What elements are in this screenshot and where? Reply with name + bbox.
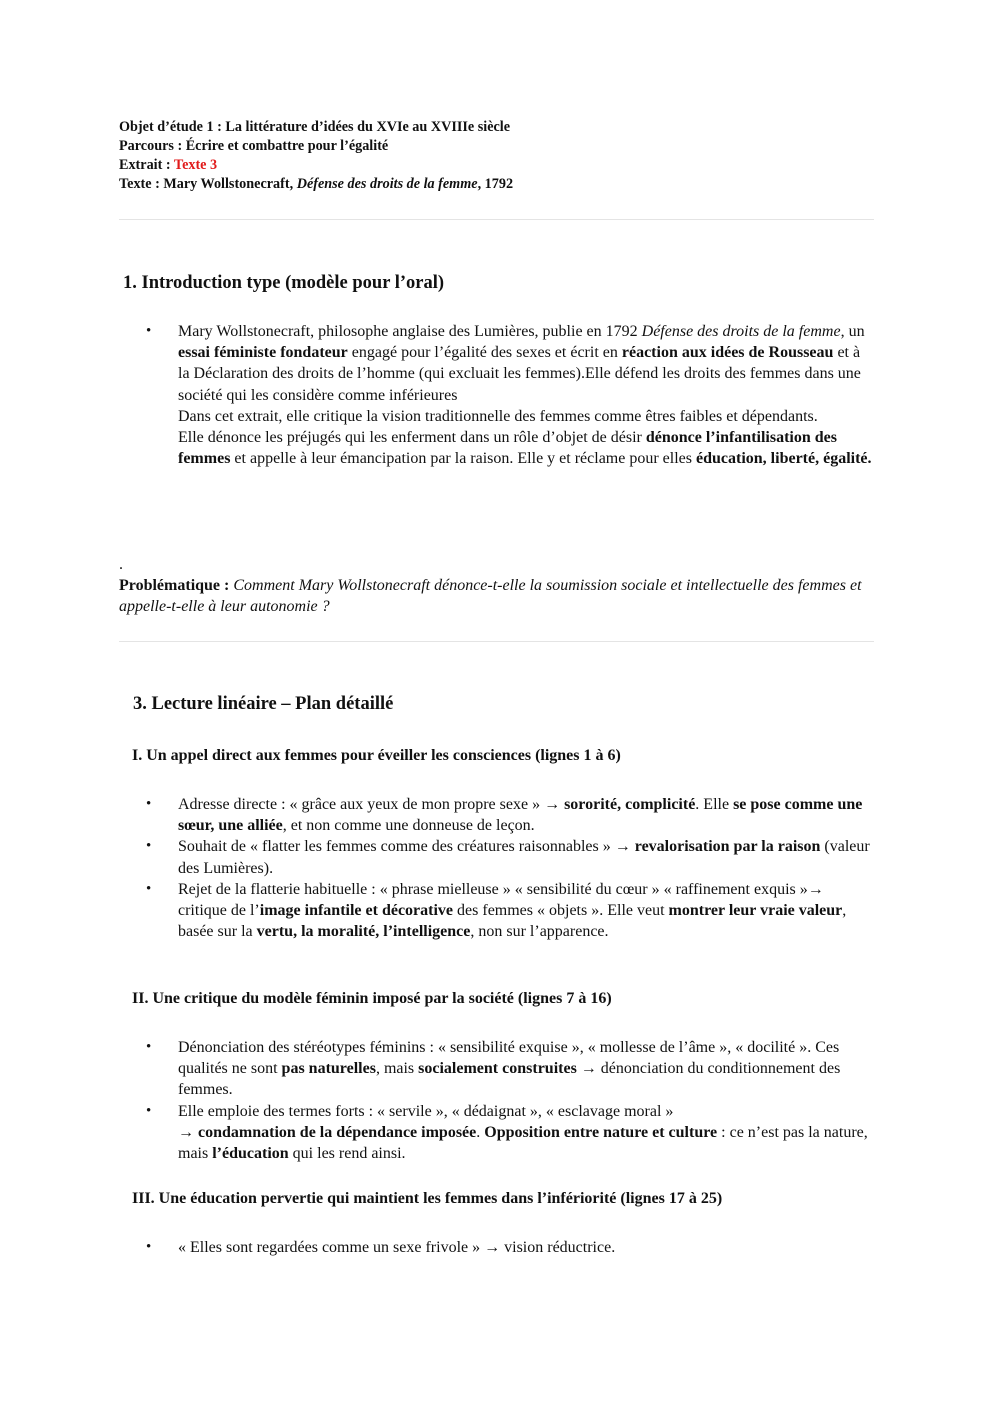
list-item <box>119 879 874 943</box>
divider <box>119 641 874 642</box>
item-bold: revalorisation par la raison <box>634 838 821 856</box>
item-bold: image infantile et décorative <box>259 902 454 920</box>
extrait-label: Extrait : <box>119 157 174 173</box>
section-1-title: I. Un appel direct aux femmes pour éveiller les consciences (lignes 1 à 6) <box>132 747 621 764</box>
section-2-list <box>119 1037 874 1164</box>
list-item <box>119 1101 874 1165</box>
item-text: : ce n’est pas la nature, mais <box>178 1123 868 1163</box>
intro-text: engagé pour l’égalité des sexes et écrit en <box>347 344 622 362</box>
bullet: • <box>146 323 152 339</box>
problematique-question: Comment Mary Wollstonecraft dénonce-t-elle la soumission sociale et intellectuelle des femmes et appelle-t-elle à leur autonomie ? <box>119 577 862 616</box>
item-bold: Opposition entre nature et culture <box>484 1123 718 1141</box>
list-item <box>119 1037 874 1101</box>
item-text: . Elle <box>695 796 734 813</box>
item-text: Rejet de la flatterie habituelle : « phrase mielleuse » « sensibilité du cœur » « raffinement exquis »→ critique de l’ <box>178 880 824 920</box>
item-bold: se pose comme une sœur, une alliée <box>178 796 863 835</box>
problematique-label: Problématique : <box>119 577 234 594</box>
intro-bold: dénonce l’infantilisation des femmes <box>178 429 837 468</box>
texte-label: Texte : Mary Wollstonecraft, <box>119 176 297 192</box>
bullet: • <box>146 1239 152 1255</box>
intro-text: et appelle à leur émancipation par la raison. Elle y et réclame pour elles <box>230 450 696 468</box>
item-text: , non sur l’apparence. <box>470 923 609 941</box>
objet-line: Objet d’étude 1 : La littérature d’idées du XVIe au XVIIIe siècle <box>119 119 511 135</box>
item-bold: montrer leur vraie valeur <box>668 902 843 920</box>
section-3-list <box>119 1237 874 1258</box>
item-bold: vertu, la moralité, l’intelligence <box>256 923 471 941</box>
intro-text: Mary Wollstonecraft, philosophe anglaise des Lumières, publie en 1792 <box>178 323 642 340</box>
extrait-value: Texte 3 <box>173 157 218 173</box>
intro-paragraph-2: Dans cet extrait, elle critique la vision traditionnelle des femmes comme êtres faibles et dépendants. <box>178 407 818 425</box>
extrait-line <box>119 156 874 175</box>
parcours-line: Parcours : Écrire et combattre pour l’égalité <box>119 138 389 154</box>
intro-text: Elle dénonce les préjugés qui les enferment dans un rôle d’objet de désir <box>178 429 646 447</box>
item-text: . <box>476 1123 485 1141</box>
item-text: → dénonciation du conditionnement des femmes. <box>178 1060 841 1099</box>
intro-bold: éducation, liberté, égalité. <box>696 450 872 468</box>
intro-bold: essai féministe fondateur <box>178 344 348 362</box>
item-text: Souhait de « flatter les femmes comme des créatures raisonnables » → <box>178 838 635 856</box>
bullet: • <box>146 796 152 812</box>
item-text: « Elles sont regardées comme un sexe frivole » → vision réductrice. <box>178 1239 616 1256</box>
texte-year: , 1792 <box>477 176 514 192</box>
bullet: • <box>146 1039 152 1055</box>
problematique <box>119 555 874 617</box>
item-bold: socialement construites <box>418 1060 577 1078</box>
item-text: des femmes « objets ». Elle veut <box>453 902 669 920</box>
texte-line <box>119 175 874 194</box>
intro-heading: 1. Introduction type (modèle pour l’oral) <box>123 273 445 293</box>
list-item <box>119 794 874 836</box>
section-2-title: II. Une critique du modèle féminin imposé par la société (lignes 7 à 16) <box>132 990 612 1007</box>
item-text: qui les rend ainsi. <box>288 1145 406 1163</box>
list-item <box>119 321 874 469</box>
intro-text: , un <box>840 323 865 340</box>
list-item <box>119 1237 874 1258</box>
intro-bold: réaction aux idées de Rousseau <box>621 344 834 362</box>
item-text: (valeur des Lumières). <box>178 838 870 877</box>
lecture-heading: 3. Lecture linéaire – Plan détaillé <box>133 694 394 714</box>
divider <box>119 219 874 220</box>
document-header <box>119 118 874 194</box>
item-text: → <box>178 1123 198 1141</box>
intro-text: et à la Déclaration des droits de l’homme (qui excluait les femmes).Elle défend les droits des femmes dans une société qui les considère comme inférieures <box>178 344 861 404</box>
item-bold: pas naturelles <box>281 1060 376 1078</box>
item-text: Elle emploie des termes forts : « servile », « dédaignat », « esclavage moral » <box>178 1102 674 1120</box>
item-text: Adresse directe : « grâce aux yeux de mon propre sexe » → <box>178 796 565 813</box>
item-bold: sororité, complicité <box>564 796 696 813</box>
item-text: , mais <box>375 1060 419 1078</box>
bullet: • <box>146 1102 152 1119</box>
item-bold: condamnation de la dépendance imposée <box>198 1123 477 1141</box>
item-text: , et non comme une donneuse de leçon. <box>282 817 535 835</box>
item-text: Dénonciation des stéréotypes féminins : « sensibilité exquise », « mollesse de l’âme », « docilité ». Ces qualités ne sont <box>178 1039 840 1078</box>
item-bold: l’éducation <box>212 1145 289 1163</box>
bullet: • <box>146 880 152 897</box>
section-3-title: III. Une éducation pervertie qui maintient les femmes dans l’infériorité (lignes 17 à 25) <box>132 1190 723 1207</box>
intro-list <box>119 321 874 469</box>
bullet: • <box>146 838 152 855</box>
book-title: Défense des droits de la femme <box>641 323 841 340</box>
texte-title: Défense des droits de la femme <box>296 176 478 192</box>
section-1-list <box>119 794 874 942</box>
item-text: , basée sur la <box>178 902 847 941</box>
list-item <box>119 836 874 878</box>
stray-dot: . <box>119 556 123 573</box>
intro-paragraph-3 <box>178 427 874 469</box>
